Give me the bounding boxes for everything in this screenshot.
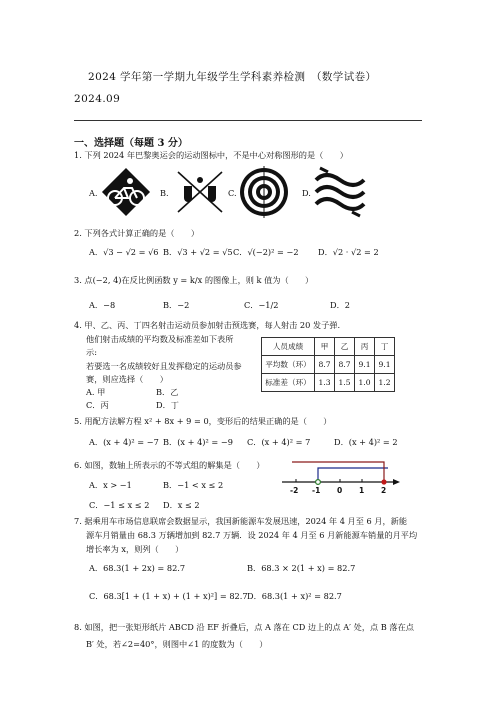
q5-stem: 5. 用配方法解方程 x² + 8x + 9 = 0，变形后的结果正确的是（ ）: [74, 416, 332, 426]
table-header-row: [262, 338, 395, 356]
table-cell: 9.1: [355, 356, 375, 374]
q3-option-d: D．2: [330, 300, 350, 310]
section-heading: 一、选择题（每题 3 分）: [74, 138, 188, 149]
cycling-icon: [100, 166, 152, 218]
q4-stem-line-2: 他们射击成绩的平均数及标准差如下表所: [86, 334, 234, 344]
table-cell: 1.0: [355, 374, 375, 392]
number-line-tick-1: 1: [359, 486, 365, 495]
number-line-tick-neg2: -2: [290, 486, 299, 495]
q1-label-d: D.: [302, 188, 311, 198]
q4-stem-line-1: 4. 甲、乙、丙、丁四名射击运动员参加射击预选赛，每人射击 20 发子弹.: [74, 320, 341, 330]
q6-stem: 6. 如图，数轴上所表示的不等式组的解集是（ ）: [74, 460, 265, 470]
q2-option-a: A．√3 − √2 = √6: [89, 247, 159, 257]
q7-option-a: A．68.3(1 + 2x) = 82.7: [89, 563, 186, 573]
table-cell: 1.5: [335, 374, 355, 392]
exam-date: 2024.09: [74, 93, 121, 105]
fencing-icon: [174, 168, 226, 216]
q7-option-c: C．68.3[1 + (1 + x) + (1 + x)²] = 82.7: [89, 591, 248, 601]
q4-score-table: [261, 337, 395, 392]
table-cell: 标准差（环）: [262, 374, 315, 392]
q7-stem-line-1: 7. 据乘用车市场信息联席会数据显示，我国新能源车发展迅速，2024 年 4 月至 6 月，新能: [74, 516, 408, 526]
q3-stem: 3. 点(−2, 4)在反比例函数 y = k/x 的图像上，则 k 值为（ ）: [74, 275, 314, 285]
table-cell: 丙: [355, 338, 375, 356]
q4-option-b: B．乙: [156, 387, 179, 397]
q4-stem-line-5: 赛，则应选择（ ）: [86, 374, 168, 384]
q1-label-c: C.: [228, 188, 237, 198]
table-cell: 9.1: [375, 356, 395, 374]
q7-stem-line-2: 源车月销量由 68.3 万辆增加到 82.7 万辆．设 2024 年 4 月至 6 月新能源车销量的月平均: [86, 530, 418, 540]
q4-option-c: C．丙: [86, 400, 109, 410]
archery-target-icon: [238, 166, 290, 218]
q6-option-d: D．x ≤ 2: [163, 500, 200, 510]
table-row: [262, 356, 395, 374]
q4-stem-line-3: 示:: [86, 347, 97, 357]
q2-option-c: C．√(−2)² = −2: [233, 247, 299, 257]
q1-label-a: A.: [89, 188, 98, 198]
table-cell: 1.2: [375, 374, 395, 392]
q2-option-b: B．√3 + √2 = √5: [163, 247, 233, 257]
q4-option-a: A. 甲: [86, 387, 106, 397]
number-line-tick-0: 0: [337, 486, 343, 495]
q7-option-b: B．68.3 × 2(1 + x) = 82.7: [247, 563, 356, 573]
q7-option-d: D．68.3(1 + x)² = 82.7: [247, 591, 342, 601]
table-cell: 丁: [375, 338, 395, 356]
q3-option-c: C．−1/2: [244, 300, 279, 310]
q6-option-c: C．−1 ≤ x ≤ 2: [89, 500, 150, 510]
table-cell: 人员成绩: [262, 338, 315, 356]
q7-stem-line-3: 增长率为 x，则列（ ）: [86, 544, 184, 554]
q5-option-c: C．(x + 4)² = 7: [247, 437, 311, 447]
q3-option-b: B．−2: [163, 300, 190, 310]
table-cell: 8.7: [335, 356, 355, 374]
q6-option-b: B．−1 < x ≤ 2: [163, 480, 224, 490]
table-cell: 乙: [335, 338, 355, 356]
table-cell: 8.7: [315, 356, 335, 374]
q5-option-a: A．(x + 4)² = −7: [89, 437, 159, 447]
wave-icon: [312, 166, 368, 218]
header-divider: [74, 120, 422, 121]
q1-label-b: B.: [160, 188, 169, 198]
q5-option-d: D．(x + 4)² = 2: [334, 437, 398, 447]
table-cell: 甲: [315, 338, 335, 356]
q1-stem: 1. 下列 2024 年巴黎奥运会的运动图标中，不是中心对称图形的是（ ）: [74, 150, 348, 160]
q4-stem-line-4: 若要选一名成绩较好且发挥稳定的运动员参: [86, 361, 242, 371]
q5-option-b: B．(x + 4)² = −9: [163, 437, 233, 447]
q2-option-d: D．√2 · √2 = 2: [318, 247, 379, 257]
table-cell: 平均数（环）: [262, 356, 315, 374]
table-row: [262, 374, 395, 392]
q8-stem-line-2: B′ 处，若∠2=40°，则图中∠1 的度数为（ ）: [86, 639, 268, 649]
q4-option-d: D．丁: [156, 400, 179, 410]
q6-option-a: A．x > −1: [89, 480, 132, 490]
q8-stem-line-1: 8. 如图，把一张矩形纸片 ABCD 沿 EF 折叠后，点 A 落在 CD 边上的点 A′ 处，点 B 落在点: [74, 622, 414, 632]
number-line-tick-neg1: -1: [312, 486, 321, 495]
number-line-tick-2: 2: [381, 486, 387, 495]
number-line-figure: [278, 458, 402, 508]
exam-title: 2024 学年第一学期九年级学生学科素养检测 （数学试卷）: [88, 71, 377, 83]
table-cell: 1.3: [315, 374, 335, 392]
q3-option-a: A．−8: [89, 300, 116, 310]
q2-stem: 2. 下列各式计算正确的是（ ）: [74, 228, 200, 238]
